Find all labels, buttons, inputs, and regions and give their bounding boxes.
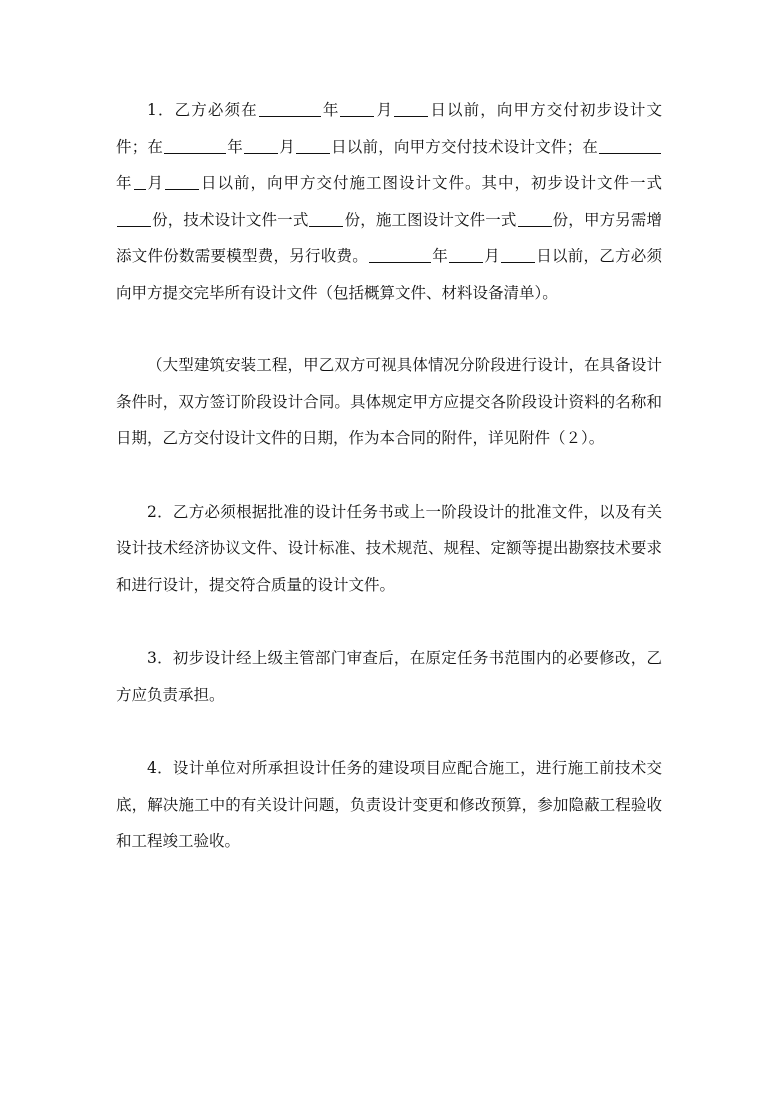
clause-1-text: 年 — [116, 174, 133, 192]
clause-1-text: 月 — [483, 247, 500, 265]
clause-1-text: 月 — [279, 137, 295, 156]
clause-1-text: 年 — [431, 247, 448, 265]
clause-1-text: 1．乙方必须在 — [147, 101, 258, 119]
clause-1-text: 月 — [375, 101, 394, 119]
blank-copies-field — [518, 210, 552, 227]
blank-copies-field — [117, 210, 151, 227]
blank-day-field — [501, 247, 535, 264]
clause-2-design-basis: 2．乙方必须根据批准的设计任务书或上一阶段设计的批准文件，以及有关设计技术经济协议文件、设计标准、技术规范、规程、定额等提出勘察技术要求和进行设计，提交符合质量的设计文件。 — [116, 502, 662, 594]
clause-1-text: 份，施工图设计文件一式 — [344, 210, 517, 229]
clause-1-text: 日以前，向甲方交付施工图设计文件。其中，初步设计文件一式 — [200, 174, 662, 192]
large-project-note: （大型建筑安装工程，甲乙双方可视具体情况分阶段进行设计，在具备设计条件时，双方签订阶段设计合同。具体规定甲方应提交各阶段设计资料的名称和日期，乙方交付设计文件的日期，作为本合同的附件，详见附件（２）。 — [116, 356, 662, 447]
blank-month-field — [449, 247, 483, 264]
clause-1-text: 日以前，向甲方交付技术设计文件；在 — [330, 137, 598, 156]
clause-3-revisions: 3．初步设计经上级主管部门审查后，在原定任务书范围内的必要修改，乙方应负责承担。 — [116, 649, 662, 704]
blank-copies-field — [309, 210, 343, 227]
blank-day-field — [394, 101, 428, 118]
blank-year-field — [259, 101, 321, 118]
clause-1-text: 月 — [146, 174, 164, 192]
clause-1-text: 日以前，乙方必须向甲方提交完毕所有设计文件（包括概算文件、材料设备清单）。 — [116, 247, 662, 302]
clause-4-construction-support: 4．设计单位对所承担设计任务的建设项目应配合施工，进行施工前技术交底，解决施工中的有关设计问题，负责设计变更和修改预算，参加隐蔽工程验收和工程竣工验收。 — [116, 759, 662, 850]
blank-year-field — [599, 137, 661, 154]
blank-year-field — [164, 137, 226, 154]
blank-month-field — [340, 101, 374, 118]
blank-month-field — [244, 137, 278, 154]
clause-1-delivery-schedule — [116, 92, 662, 311]
blank-year-field — [369, 247, 431, 264]
blank-month-field — [134, 174, 146, 191]
clause-1-text: 份，甲方另需增添文件份数需要模型费，另行收费。 — [116, 210, 662, 265]
document-page — [116, 92, 662, 860]
blank-day-field — [296, 137, 330, 154]
blank-day-field — [165, 174, 199, 191]
clause-1-text: 年 — [321, 101, 340, 119]
clause-1-text: 份，技术设计文件一式 — [152, 210, 309, 229]
clause-1-text: 年 — [227, 137, 243, 156]
clause-1-text: 日以前，向甲方交付初步设计文件；在 — [116, 101, 662, 156]
